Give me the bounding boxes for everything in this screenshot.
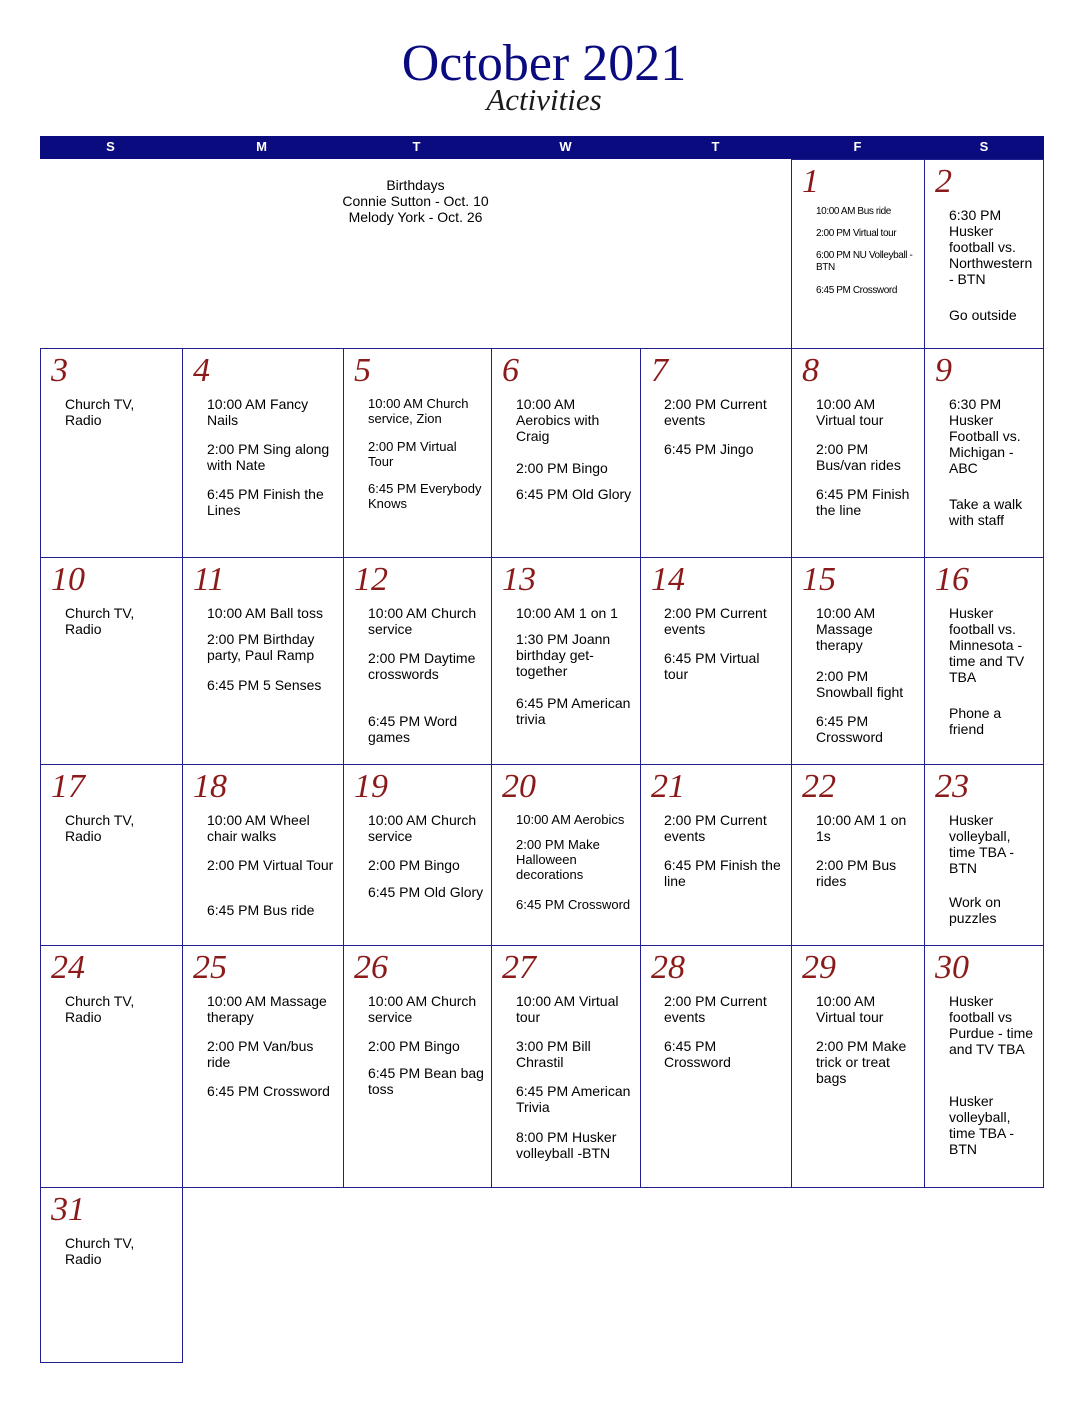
event: 3:00 PM Bill Chrastil: [516, 1038, 591, 1070]
day-cell: [182, 764, 344, 946]
day-number: 24: [51, 949, 85, 986]
event: 6:45 PM Finish the Lines: [207, 486, 324, 518]
day-number: 22: [802, 768, 836, 805]
event: Phone a friend: [949, 705, 1002, 737]
event: 6:45 PM Bean bag toss: [368, 1065, 484, 1097]
weekday-monday: M: [256, 139, 267, 154]
birthdays-cell: [40, 159, 792, 349]
day-cell: [491, 348, 641, 558]
day-number: 30: [935, 949, 969, 986]
day-number: 16: [935, 561, 969, 598]
event: Church TV, Radio: [65, 1235, 135, 1267]
day-number: 3: [51, 352, 68, 389]
day-cell: [640, 557, 793, 765]
day-cell: [343, 945, 492, 1188]
day-cell: [924, 764, 1044, 946]
day-cell: [40, 1187, 183, 1363]
event: 10:00 AM 1 on 1: [516, 605, 618, 621]
event: 6:45 PM American Trivia: [516, 1083, 631, 1115]
day-cell: [640, 945, 793, 1188]
event: 6:45 PM 5 Senses: [207, 677, 322, 693]
day-number: 14: [651, 561, 685, 598]
day-cell: [40, 557, 183, 765]
weekday-wednesday: W: [559, 139, 572, 154]
event: 2:00 PM Current events: [664, 812, 767, 844]
day-cell: [924, 159, 1044, 349]
event: 10:00 AM Ball toss: [207, 605, 323, 621]
event: Husker football vs. Minnesota - time and TV TBA: [949, 605, 1025, 685]
event: 10:00 AM Virtual tour: [516, 993, 619, 1025]
day-number: 25: [193, 949, 227, 986]
day-number: 10: [51, 561, 85, 598]
event: 8:00 PM Husker volleyball -BTN: [516, 1129, 617, 1161]
birthdays-title: Birthdays: [386, 177, 445, 193]
birthday-line: Connie Sutton - Oct. 10: [342, 193, 489, 209]
event: 2:00 PM Sing along with Nate: [207, 441, 330, 473]
event: 6:45 PM Everybody Knows: [368, 481, 482, 511]
day-number: 31: [51, 1191, 85, 1228]
event: Go outside: [949, 307, 1017, 323]
day-number: 20: [502, 768, 536, 805]
weekday-thursday: T: [711, 139, 720, 154]
day-number: 27: [502, 949, 536, 986]
day-number: 9: [935, 352, 952, 389]
event: 2:00 PM Virtual Tour: [207, 857, 334, 873]
event: 2:00 PM Bus rides: [816, 857, 897, 889]
day-number: 12: [354, 561, 388, 598]
day-number: 7: [651, 352, 668, 389]
weekday-saturday: S: [979, 139, 989, 154]
event: 6:45 PM Virtual tour: [664, 650, 760, 682]
event: 6:00 PM NU Volleyball - BTN: [816, 250, 913, 273]
day-cell: [640, 348, 793, 558]
event: 2:00 PM Snowball fight: [816, 668, 904, 700]
day-cell: [182, 557, 344, 765]
event: 10:00 AM 1 on 1s: [816, 812, 907, 844]
event: 10:00 AM Wheel chair walks: [207, 812, 310, 844]
day-cell: [40, 945, 183, 1188]
day-number: 6: [502, 352, 519, 389]
day-cell: [182, 348, 344, 558]
day-cell: [343, 764, 492, 946]
day-number: 1: [802, 163, 819, 200]
event: 2:00 PM Van/bus ride: [207, 1038, 314, 1070]
day-cell: [182, 945, 344, 1188]
day-cell: [40, 348, 183, 558]
day-cell: [791, 557, 925, 765]
day-cell: [491, 557, 641, 765]
birthday-line: Melody York - Oct. 26: [348, 209, 483, 225]
event: Husker football vs Purdue - time and TV TBA: [949, 993, 1034, 1057]
calendar-subtitle: Activities: [486, 82, 602, 117]
event: 10:00 AM Massage therapy: [207, 993, 327, 1025]
event: 6:45 PM Crossword: [516, 897, 631, 912]
day-number: 5: [354, 352, 371, 389]
event: 10:00 AM Fancy Nails: [207, 396, 309, 428]
day-cell: [491, 945, 641, 1188]
day-cell: [791, 348, 925, 558]
day-cell: [343, 557, 492, 765]
day-number: 8: [802, 352, 819, 389]
day-cell: [791, 764, 925, 946]
event: 6:45 PM Crossword: [816, 285, 898, 296]
event: Church TV, Radio: [65, 993, 135, 1025]
event: 2:00 PM Current events: [664, 993, 767, 1025]
event: 10:00 AM Bus ride: [816, 206, 891, 217]
event: 2:00 PM Make trick or treat bags: [816, 1038, 907, 1086]
day-cell: [491, 764, 641, 946]
event: 6:45 PM Crossword: [816, 713, 883, 745]
event: 6:30 PM Husker football vs. Northwestern - BTN: [949, 207, 1033, 287]
event: 1:30 PM Joann birthday get-together: [516, 631, 611, 679]
event: 6:45 PM American trivia: [516, 695, 631, 727]
day-number: 26: [354, 949, 388, 986]
weekday-sunday: S: [106, 139, 115, 154]
event: 2:00 PM Birthday party, Paul Ramp: [207, 631, 315, 663]
day-cell: [791, 945, 925, 1188]
event: 10:00 AM Aerobics with Craig: [516, 396, 600, 444]
event: 2:00 PM Current events: [664, 605, 767, 637]
day-cell: [924, 945, 1044, 1188]
day-number: 19: [354, 768, 388, 805]
day-cell: [791, 159, 925, 349]
event: 6:45 PM Word games: [368, 713, 458, 745]
day-number: 15: [802, 561, 836, 598]
event: 10:00 AM Virtual tour: [816, 396, 884, 428]
event: 2:00 PM Virtual tour: [816, 228, 897, 239]
event: 6:45 PM Crossword: [207, 1083, 330, 1099]
day-number: 2: [935, 163, 952, 200]
day-cell: [924, 557, 1044, 765]
weekday-friday: F: [853, 139, 862, 154]
day-cell: [640, 764, 793, 946]
event: Church TV, Radio: [65, 812, 135, 844]
event: 6:30 PM Husker Football vs. Michigan - ABC: [949, 396, 1021, 476]
event: 2:00 PM Bingo: [516, 460, 608, 476]
event: 10:00 AM Church service: [368, 993, 477, 1025]
day-cell: [343, 348, 492, 558]
weekday-tuesday: T: [412, 139, 421, 154]
day-number: 17: [51, 768, 85, 805]
event: 6:45 PM Old Glory: [368, 884, 484, 900]
event: 2:00 PM Make Halloween decorations: [516, 837, 600, 882]
event: 10:00 AM Aerobics: [516, 812, 625, 827]
event: 6:45 PM Finish the line: [664, 857, 781, 889]
day-number: 21: [651, 768, 685, 805]
event: 2:00 PM Daytime crosswords: [368, 650, 476, 682]
day-number: 11: [193, 561, 225, 598]
event: 2:00 PM Bingo: [368, 857, 460, 873]
event: 2:00 PM Current events: [664, 396, 767, 428]
event: Church TV, Radio: [65, 396, 135, 428]
event: 6:45 PM Jingo: [664, 441, 754, 457]
event: Work on puzzles: [949, 894, 1001, 926]
day-number: 4: [193, 352, 210, 389]
weekday-header: [40, 136, 1044, 159]
day-number: 28: [651, 949, 685, 986]
event: 6:45 PM Crossword: [664, 1038, 731, 1070]
event: 2:00 PM Bingo: [368, 1038, 460, 1054]
day-number: 13: [502, 561, 536, 598]
event: 10:00 AM Church service, Zion: [368, 396, 469, 426]
day-cell: [40, 764, 183, 946]
event: Husker volleyball, time TBA - BTN: [949, 1093, 1015, 1157]
event: 10:00 AM Church service: [368, 812, 477, 844]
event: 2:00 PM Bus/van rides: [816, 441, 901, 473]
day-cell: [924, 348, 1044, 558]
calendar-title: October 2021: [401, 35, 687, 92]
day-number: 18: [193, 768, 227, 805]
event: 6:45 PM Bus ride: [207, 902, 315, 918]
event: Take a walk with staff: [949, 496, 1023, 528]
event: 6:45 PM Old Glory: [516, 486, 632, 502]
day-number: 29: [802, 949, 836, 986]
event: 10:00 AM Massage therapy: [816, 605, 876, 653]
event: 10:00 AM Church service: [368, 605, 477, 637]
event: 10:00 AM Virtual tour: [816, 993, 884, 1025]
event: 2:00 PM Virtual Tour: [368, 439, 457, 469]
day-number: 23: [935, 768, 969, 805]
event: Church TV, Radio: [65, 605, 135, 637]
event: Husker volleyball, time TBA - BTN: [949, 812, 1015, 876]
event: 6:45 PM Finish the line: [816, 486, 910, 518]
